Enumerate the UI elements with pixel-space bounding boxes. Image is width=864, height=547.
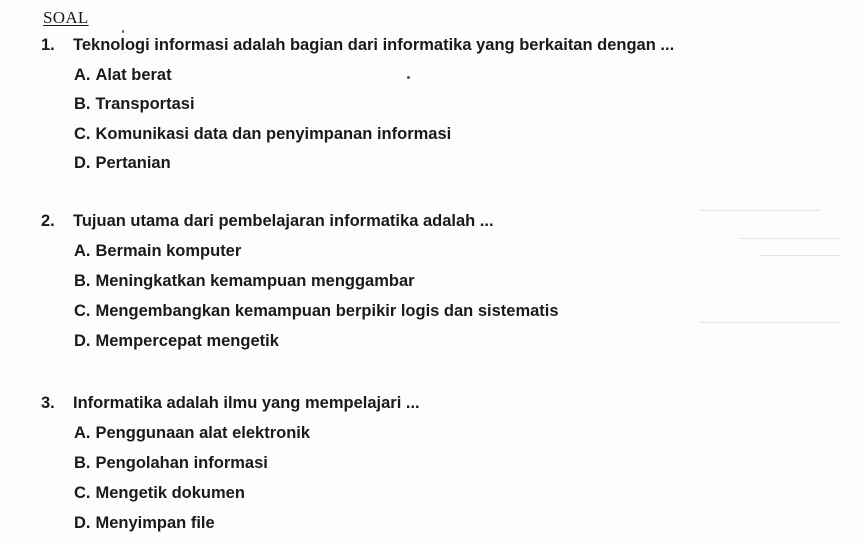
option-letter: A. <box>74 66 91 84</box>
question-1 <box>41 36 674 55</box>
option-letter: D. <box>74 332 91 350</box>
page-title: SOAL <box>43 8 89 27</box>
option-text: Penggunaan alat elektronik <box>95 424 311 442</box>
question-number: 1. <box>41 36 55 54</box>
option-letter: A. <box>74 424 91 442</box>
question-1-option-a <box>74 66 172 85</box>
option-letter: A. <box>74 242 91 260</box>
option-letter: C. <box>74 125 91 143</box>
scan-speck <box>122 30 124 33</box>
question-text: Tujuan utama dari pembelajaran informatika adalah ... <box>73 212 494 230</box>
option-text: Mempercepat mengetik <box>95 332 279 350</box>
question-3 <box>41 394 420 413</box>
option-text: Mengetik dokumen <box>95 484 245 502</box>
option-text: Transportasi <box>95 95 195 113</box>
question-1-option-c <box>74 125 451 144</box>
question-3-option-c <box>74 484 245 503</box>
option-text: Bermain komputer <box>95 242 242 260</box>
option-letter: B. <box>74 95 91 113</box>
option-letter: C. <box>74 484 91 502</box>
scan-artifact <box>760 255 840 256</box>
question-2-option-a <box>74 242 241 261</box>
question-1-option-b <box>74 95 195 114</box>
question-3-option-d <box>74 514 215 533</box>
option-text: Pengolahan informasi <box>95 454 268 472</box>
question-2 <box>41 212 494 231</box>
question-1-option-d <box>74 154 171 173</box>
question-number: 3. <box>41 394 55 412</box>
option-text: Alat berat <box>95 66 172 84</box>
option-text: Menyimpan file <box>95 514 215 532</box>
scan-artifact <box>700 210 820 211</box>
question-3-option-b <box>74 454 268 473</box>
option-letter: B. <box>74 454 91 472</box>
question-2-option-d <box>74 332 279 351</box>
question-2-option-b <box>74 272 415 291</box>
option-letter: D. <box>74 154 91 172</box>
option-letter: B. <box>74 272 91 290</box>
option-letter: D. <box>74 514 91 532</box>
question-text: Teknologi informasi adalah bagian dari informatika yang berkaitan dengan ... <box>73 36 675 54</box>
scan-artifact <box>740 238 840 239</box>
question-number: 2. <box>41 212 55 230</box>
option-text: Pertanian <box>95 154 171 172</box>
scan-artifact <box>700 322 840 323</box>
option-text: Komunikasi data dan penyimpanan informasi <box>95 125 452 143</box>
option-letter: C. <box>74 302 91 320</box>
scan-speck <box>407 76 410 79</box>
question-text: Informatika adalah ilmu yang mempelajari ... <box>73 394 420 412</box>
question-3-option-a <box>74 424 310 443</box>
option-text: Mengembangkan kemampuan berpikir logis dan sistematis <box>95 302 559 320</box>
option-text: Meningkatkan kemampuan menggambar <box>95 272 415 290</box>
question-2-option-c <box>74 302 559 321</box>
